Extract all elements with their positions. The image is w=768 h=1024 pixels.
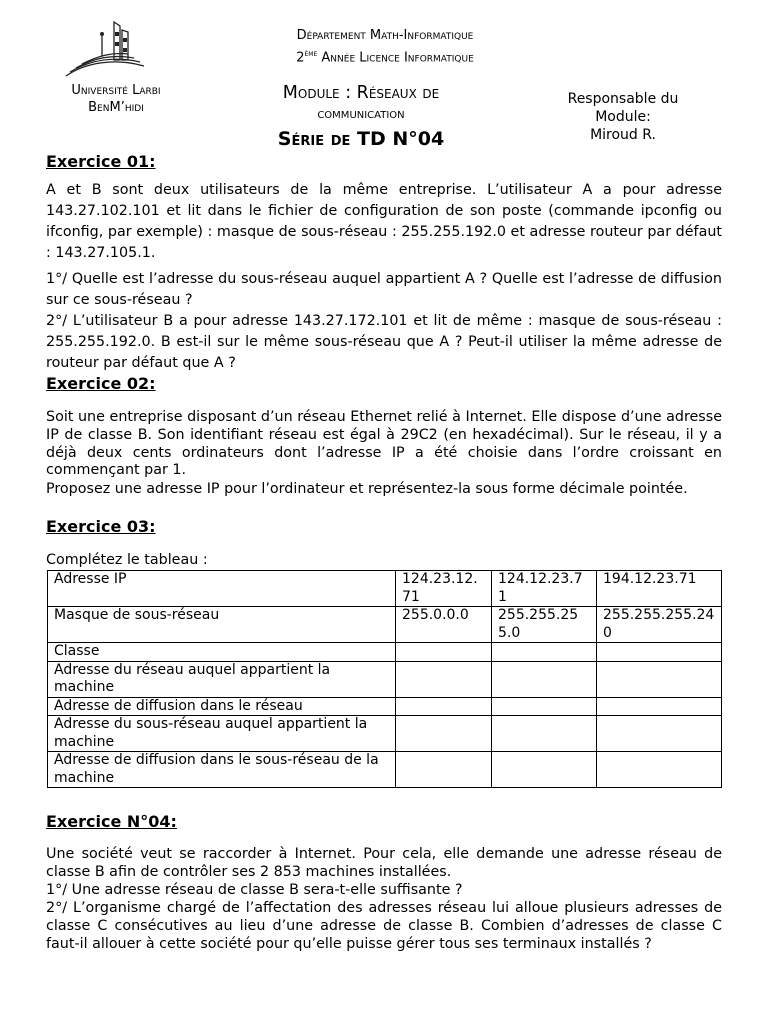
year-level: Année Licence Informatique xyxy=(317,50,474,66)
table-cell xyxy=(597,643,722,662)
table-row xyxy=(48,752,722,788)
year-number: 2 xyxy=(296,50,305,66)
row-label: Masque de sous-réseau xyxy=(48,607,396,643)
responsible-name: Miroud R. xyxy=(590,127,656,143)
exercise-2-statement: Soit une entreprise disposant d’un réseau Ethernet relié à Internet. Elle dispose d’une adresse IP de classe B. Son identifiant réseau est égal à 29C2 (en hexadécimal). Sur le réseau, il y a déjà deux cents ordinateurs dont l’adresse IP a été choisie dans l’ordre croissant en commençant par 1. xyxy=(46,409,722,479)
department-header xyxy=(220,27,550,67)
table-cell: 255.0.0.0 xyxy=(396,607,492,643)
table-row xyxy=(48,697,722,716)
exercise-4-question-1: 1°/ Une adresse réseau de classe B sera-t-elle suffisante ? xyxy=(46,882,463,898)
table-row xyxy=(48,607,722,643)
row-label: Adresse de diffusion dans le sous-réseau de la machine xyxy=(48,752,396,788)
exercise-1-question-2: 2°/ L’utilisateur B a pour adresse 143.27.172.101 et lit de même : masque de sous-réseau : 255.255.192.0. B est-il sur le même sous-réseau que A ? Peut-il utiliser la même adresse de routeur par défaut que A ? xyxy=(46,313,722,371)
table-row xyxy=(48,571,722,607)
table-row xyxy=(48,643,722,662)
table-cell xyxy=(396,752,492,788)
table-cell xyxy=(396,661,492,697)
module-title xyxy=(222,82,500,124)
exercise-4-question-2: 2°/ L’organisme chargé de l’affectation des adresses réseau lui alloue plusieurs adresses de classe C consécutives au lieu d’une adresse de classe B. Combien d’adresses de classe C faut-il allouer à cette société pour qu’elle puisse gérer tous ses terminaux installés ? xyxy=(46,900,722,952)
table-cell xyxy=(396,697,492,716)
year-suffix: ème xyxy=(304,49,318,58)
module-responsible xyxy=(548,90,698,144)
exercise-4-title: Exercice N°04: xyxy=(46,812,177,831)
row-label: Adresse du sous-réseau auquel appartient la machine xyxy=(48,716,396,752)
exercise-3-intro: Complétez le tableau : xyxy=(46,552,208,568)
module-line2: communication xyxy=(317,106,405,122)
exercise-1-title: Exercice 01: xyxy=(46,152,156,171)
ip-table xyxy=(47,570,722,788)
table-cell xyxy=(492,716,597,752)
table-row xyxy=(48,716,722,752)
table-cell: 255.255.255.240 xyxy=(597,607,722,643)
table-cell xyxy=(492,752,597,788)
table-cell: 124.23.12.71 xyxy=(396,571,492,607)
table-cell xyxy=(597,661,722,697)
exercise-2-question: Proposez une adresse IP pour l’ordinateur et représentez-la sous forme décimale pointée. xyxy=(46,481,688,497)
exercise-4-statement: Une société veut se raccorder à Internet. Pour cela, elle demande une adresse réseau de classe B afin de contrôler ses 2 853 machines installées. xyxy=(46,846,722,880)
responsible-line2: Module: xyxy=(595,109,651,125)
exercise-1-statement: A et B sont deux utilisateurs de la même entreprise. L’utilisateur A a pour adresse 143.27.102.101 et lit dans le fichier de configuration de son poste (commande ipconfig ou ifconfig, par exemple) : masque de sous-réseau : 255.255.192.0 et adresse routeur par défaut : 143.27.105.1. xyxy=(46,182,722,261)
exercise-3-title: Exercice 03: xyxy=(46,517,156,536)
table-cell xyxy=(492,643,597,662)
department-line2 xyxy=(220,45,550,67)
exercise-2-title: Exercice 02: xyxy=(46,374,156,393)
department-line1: Département Math-Informatique xyxy=(296,28,474,43)
university-line2: BenM’hidi xyxy=(88,100,144,115)
table-cell: 124.12.23.71 xyxy=(492,571,597,607)
table-cell xyxy=(597,697,722,716)
row-label: Adresse IP xyxy=(48,571,396,607)
university-line1: Université Larbi xyxy=(71,83,161,98)
table-cell: 255.255.255.0 xyxy=(492,607,597,643)
module-line1: Module : Réseaux de xyxy=(282,83,440,103)
university-logo xyxy=(58,20,154,82)
table-cell: 194.12.23.71 xyxy=(597,571,722,607)
table-cell xyxy=(492,661,597,697)
row-label: Adresse du réseau auquel appartient la machine xyxy=(48,661,396,697)
serie-title: Série de TD N°04 xyxy=(277,128,445,150)
row-label: Classe xyxy=(48,643,396,662)
university-name xyxy=(52,82,180,116)
responsible-line1: Responsable du xyxy=(567,91,679,107)
exercise-1-question-1: 1°/ Quelle est l’adresse du sous-réseau auquel appartient A ? Quelle est l’adresse de diffusion sur ce sous-réseau ? xyxy=(46,271,722,308)
row-label: Adresse de diffusion dans le réseau xyxy=(48,697,396,716)
table-cell xyxy=(492,697,597,716)
table-row xyxy=(48,661,722,697)
table-cell xyxy=(396,643,492,662)
table-cell xyxy=(597,752,722,788)
table-cell xyxy=(597,716,722,752)
table-cell xyxy=(396,716,492,752)
